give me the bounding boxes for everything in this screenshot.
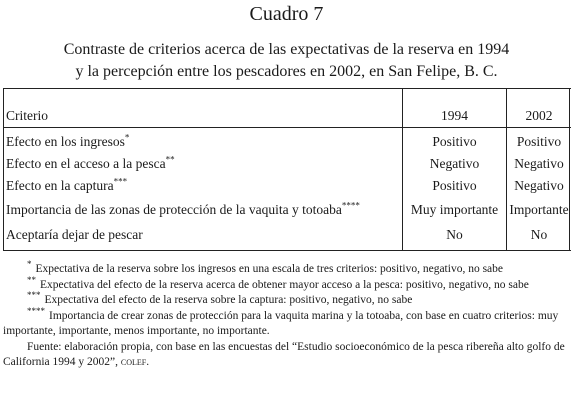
- value-1994: Positivo: [432, 134, 477, 149]
- header-2002: 2002: [525, 108, 553, 123]
- value-1994: No: [446, 227, 463, 242]
- table-row: [3, 153, 571, 175]
- footnote: **** Importancia de crear zonas de protección para la vaquita marina y la totoaba, con base en cuatro criterios: muy importante, importante, menos importante, no importante.: [3, 305, 559, 337]
- table-row: [3, 175, 571, 197]
- source-note: Fuente: elaboración propia, con base en las encuestas del “Estudio socioeconómico de la pesca ribereña alto golfo de California 1994 y 2002”, colef.: [3, 340, 565, 368]
- table-footnotes: [3, 259, 570, 371]
- table-row: [3, 131, 571, 153]
- value-1994: Negativo: [429, 156, 480, 171]
- value-1994: Muy importante: [410, 202, 499, 217]
- page-title: Cuadro 7: [249, 3, 324, 25]
- row-label: Importancia de las zonas de protección de la vaquita y totoaba****: [6, 200, 360, 217]
- row-label: Efecto en la captura***: [6, 176, 128, 193]
- table-subtitle-line-2: y la percepción entre los pescadores en 2002, en San Felipe, B. C.: [75, 63, 498, 80]
- row-label: Aceptaría dejar de pescar: [6, 227, 143, 242]
- value-2002: No: [530, 227, 548, 242]
- table-row: [3, 224, 571, 246]
- row-label: Efecto en los ingresos*: [6, 132, 130, 149]
- footnote: *** Expectativa del efecto de la reserva sobre la captura: positivo, negativo, no sabe: [27, 290, 413, 306]
- header-criterio: Criterio: [6, 108, 48, 123]
- table-subtitle-line-1: Contraste de criterios acerca de las expectativas de la reserva en 1994: [63, 41, 510, 58]
- value-2002: Importante: [509, 202, 569, 217]
- header-1994: 1994: [441, 108, 468, 123]
- value-2002: Negativo: [514, 156, 564, 171]
- header-rule: [3, 127, 571, 128]
- row-label: Efecto en el acceso a la pesca**: [6, 154, 175, 171]
- table-row: [3, 199, 571, 221]
- value-2002: Positivo: [516, 134, 562, 149]
- table-header-row: [3, 105, 571, 127]
- value-1994: Positivo: [432, 178, 477, 193]
- value-2002: Negativo: [514, 178, 564, 193]
- footnote: ** Expectativa del efecto de la reserva acerca de obtener mayor acceso a la pesca: positivo, negativo, no sabe: [27, 274, 529, 291]
- comparison-table: [3, 88, 571, 251]
- footnote: * Expectativa de la reserva sobre los ingresos en una escala de tres criterios: positivo, negativo, no sabe: [27, 259, 504, 275]
